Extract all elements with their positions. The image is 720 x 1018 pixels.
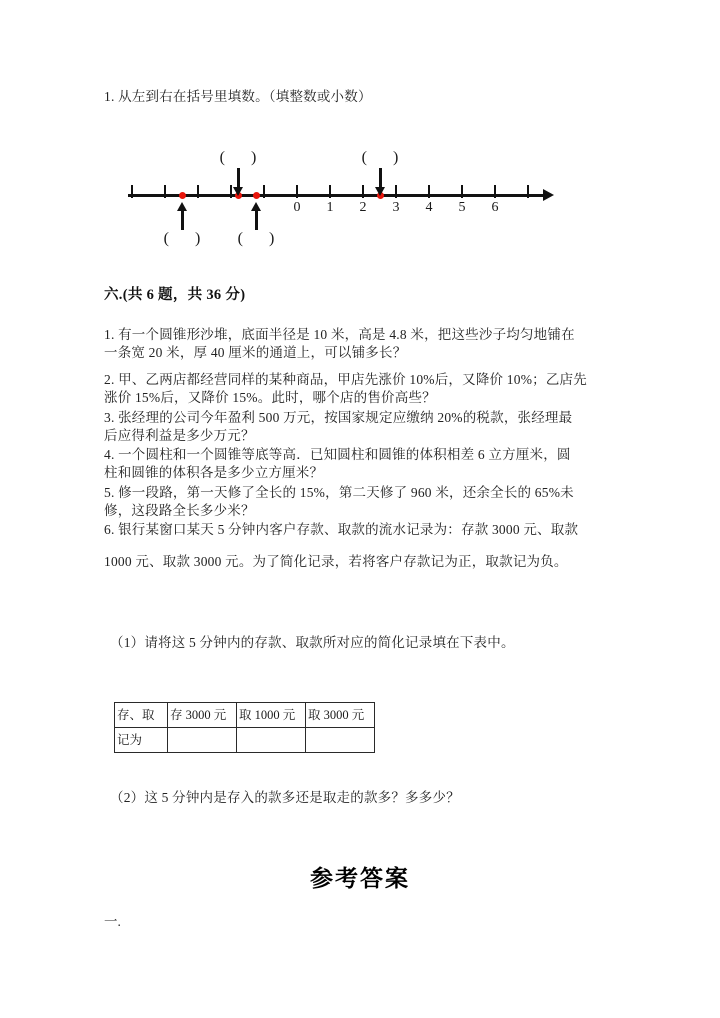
answer-blank-paren-4[interactable] — [351, 149, 409, 167]
table-row — [115, 728, 375, 753]
arrow-up-icon-3 — [255, 210, 258, 230]
axis-tick — [164, 185, 166, 198]
problem-3-line-2: 后应得利益是多少万元？ — [104, 428, 255, 443]
problem-1-line-1: 1. 有一个圆锥形沙堆，底面半径是 10 米，高是 4.8 米，把这些沙子均匀地铺在 — [104, 327, 575, 342]
reference-answers-heading: 参考答案 — [310, 866, 410, 891]
paren-open: ( — [361, 149, 367, 166]
table-header-cell-2: 取 1000 元 — [237, 703, 306, 728]
axis-label-2: 2 — [359, 200, 367, 215]
arrow-down-icon-4 — [379, 168, 382, 188]
paren-close: ) — [393, 149, 399, 166]
answer-blank-paren-1[interactable] — [153, 230, 211, 248]
marked-point-dot-4 — [377, 192, 384, 199]
problem-1-line-2: 一条宽 20 米，厚 40 厘米的通道上，可以铺多长？ — [104, 345, 407, 360]
sub-question-1-text: （1）请将这 5 分钟内的存款、取款所对应的简化记录填在下表中。 — [110, 635, 515, 650]
deposit-withdrawal-table — [114, 702, 375, 753]
table-answer-cell-1[interactable] — [168, 728, 237, 753]
table-header-cell-0: 存、取 — [115, 703, 168, 728]
table-answer-cell-2[interactable] — [237, 728, 306, 753]
axis-tick — [263, 185, 265, 198]
marked-point-dot-3 — [253, 192, 260, 199]
axis-label-3: 3 — [392, 200, 400, 215]
axis-tick — [362, 185, 364, 198]
problem-2-line-1: 2. 甲、乙两店都经营同样的某种商品，甲店先涨价 10%后，又降价 10%；乙店先 — [104, 372, 587, 387]
axis-label-1: 1 — [326, 200, 334, 215]
table-answer-cell-3[interactable] — [306, 728, 375, 753]
answers-section-one-label: 一. — [104, 914, 121, 929]
axis-tick — [296, 185, 298, 198]
answer-blank-paren-2[interactable] — [209, 149, 267, 167]
axis-label-0: 0 — [293, 200, 301, 215]
table-header-row — [115, 703, 375, 728]
axis-tick — [230, 185, 232, 198]
problem-4-line-1: 4. 一个圆柱和一个圆锥等底等高．已知圆柱和圆锥的体积相差 6 立方厘米，圆 — [104, 447, 571, 462]
problem-5-line-2: 修，这段路全长多少米？ — [104, 503, 255, 518]
paren-close: ) — [269, 230, 275, 247]
problem-4-line-2: 柱和圆锥的体积各是多少立方厘米？ — [104, 465, 324, 480]
number-line-axis — [128, 194, 544, 197]
arrow-down-icon-2 — [237, 168, 240, 188]
marked-point-dot-2 — [235, 192, 242, 199]
arrow-up-icon-1 — [181, 210, 184, 230]
paren-open: ( — [219, 149, 225, 166]
axis-tick — [395, 185, 397, 198]
problem-3-line-1: 3. 张经理的公司今年盈利 500 万元，按国家规定应缴纳 20%的税款，张经理最 — [104, 410, 573, 425]
answer-blank-paren-3[interactable] — [227, 230, 285, 248]
problem-6-line-2: 1000 元、取款 3000 元。为了简化记录，若将客户存款记为正，取款记为负。 — [104, 554, 568, 569]
axis-tick — [428, 185, 430, 198]
table-row-label: 记为 — [115, 728, 168, 753]
axis-tick — [197, 185, 199, 198]
axis-tick — [527, 185, 529, 198]
problem-2-line-2: 涨价 15%后，又降价 15%。此时，哪个店的售价高些？ — [104, 390, 436, 405]
paren-open: ( — [163, 230, 169, 247]
axis-label-6: 6 — [491, 200, 499, 215]
axis-tick — [461, 185, 463, 198]
paren-close: ) — [251, 149, 257, 166]
table-header-cell-3: 取 3000 元 — [306, 703, 375, 728]
paren-open: ( — [237, 230, 243, 247]
fill-in-question-text: 1. 从左到右在括号里填数。（填整数或小数） — [104, 89, 372, 104]
axis-label-5: 5 — [458, 200, 466, 215]
table-header-cell-1: 存 3000 元 — [168, 703, 237, 728]
axis-tick — [494, 185, 496, 198]
section-heading-six: 六.(共 6 题，共 36 分) — [104, 287, 246, 303]
axis-tick — [131, 185, 133, 198]
marked-point-dot-1 — [179, 192, 186, 199]
sub-question-2-text: （2）这 5 分钟内是存入的款多还是取走的款多？多多少？ — [110, 790, 460, 805]
problem-6-line-1: 6. 银行某窗口某天 5 分钟内客户存款、取款的流水记录为：存款 3000 元、取款 — [104, 522, 579, 537]
axis-label-4: 4 — [425, 200, 433, 215]
problem-5-line-1: 5. 修一段路，第一天修了全长的 15%，第二天修了 960 米，还余全长的 65%未 — [104, 485, 574, 500]
paren-close: ) — [195, 230, 201, 247]
axis-tick — [329, 185, 331, 198]
axis-arrowhead-icon — [543, 189, 554, 201]
